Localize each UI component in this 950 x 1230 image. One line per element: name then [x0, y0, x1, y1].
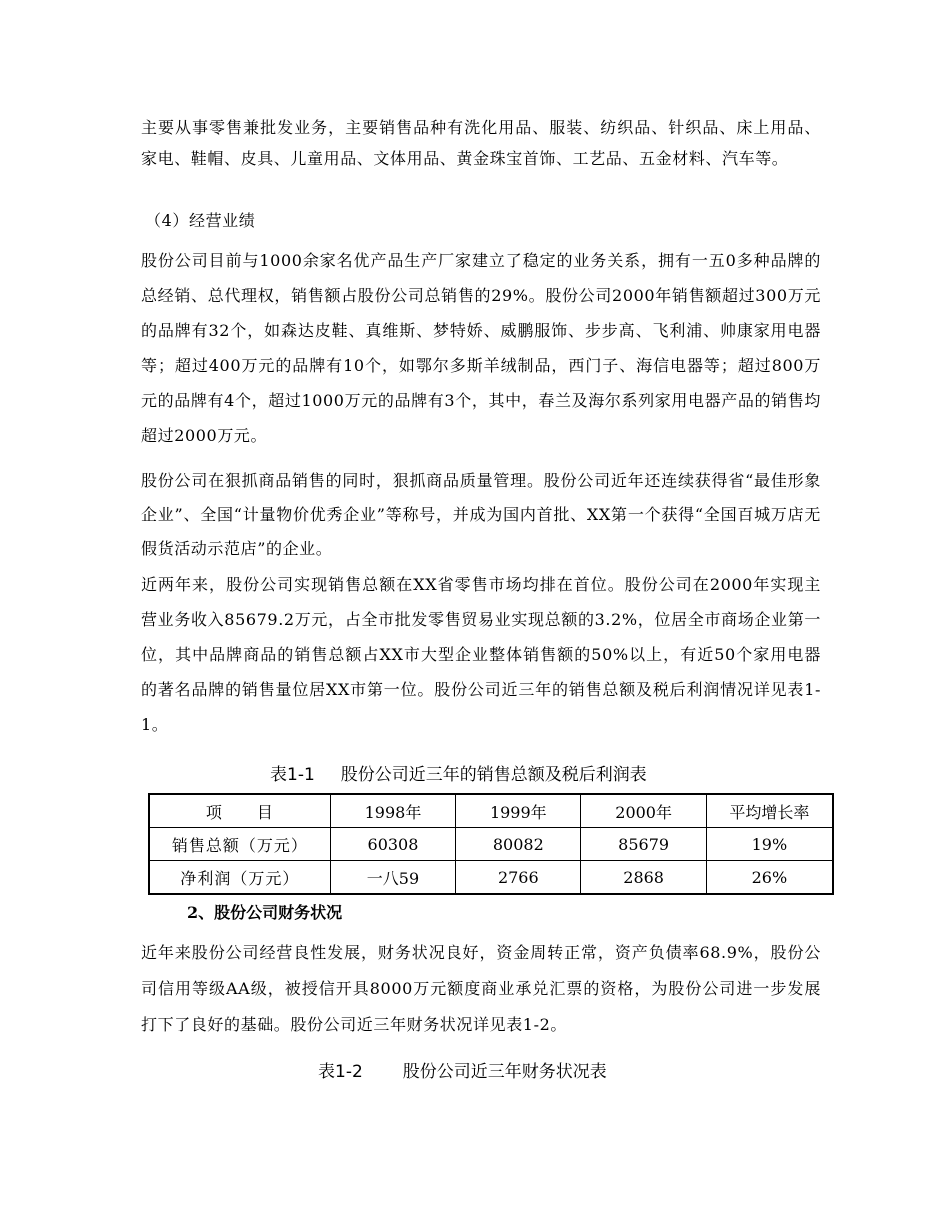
table-header-row	[149, 794, 833, 828]
table-cell: 26%	[706, 861, 833, 895]
quality-management-paragraph: 股份公司在狠抓商品销售的同时，狠抓商品质量管理。股份公司近年还连续获得省“最佳形象企业”、全国“计量物价优秀企业”等称号，并成为国内首批、XX第一个获得“全国百城万店无假货活动示范店”的企业。	[141, 471, 821, 558]
table-1-1-number: 表1-1	[270, 765, 315, 785]
row-label-net-profit: 净利润（万元）	[149, 861, 330, 895]
table-1-2-number: 表1-2	[318, 1062, 363, 1082]
sales-profit-table	[148, 793, 834, 895]
table-row	[149, 861, 833, 895]
table-1-2-caption	[318, 1057, 607, 1082]
table-cell: 80082	[456, 828, 581, 861]
table-1-2-title: 股份公司近三年财务状况表	[402, 1062, 607, 1082]
table-row	[149, 828, 833, 861]
business-scope-paragraph: 主要从事零售兼批发业务，主要销售品种有洗化用品、服装、纺织品、针织品、床上用品、家电、鞋帽、皮具、儿童用品、文体用品、黄金珠宝首饰、工艺品、五金材料、汽车等。	[141, 118, 821, 168]
header-cell-2000: 2000年	[581, 794, 706, 828]
table-cell: 19%	[706, 828, 833, 861]
table-cell: 一八59	[330, 861, 455, 895]
table-1-1-title: 股份公司近三年的销售总额及税后利润表	[340, 765, 647, 785]
table-1-1-caption	[270, 760, 647, 785]
performance-heading: （4）经营业绩	[145, 211, 256, 230]
section-2-heading: 2、股份公司财务状况	[187, 903, 343, 922]
table-cell: 2766	[456, 861, 581, 895]
table-cell: 85679	[581, 828, 706, 861]
table-cell: 60308	[330, 828, 455, 861]
table-cell: 2868	[581, 861, 706, 895]
header-cell-growth: 平均增长率	[706, 794, 833, 828]
header-cell-item: 项 目	[149, 794, 330, 828]
row-label-sales: 销售总额（万元）	[149, 828, 330, 861]
header-cell-1998: 1998年	[330, 794, 455, 828]
sales-ranking-paragraph: 近两年来，股份公司实现销售总额在XX省零售市场均排在首位。股份公司在2000年实现主营业务收入85679.2万元，占全市批发零售贸易业实现总额的3.2%，位居全市商场企业第一位，其中品牌商品的销售总额占XX市大型企业整体销售额的50%以上，有近50个家用电器的著名品牌的销售量位居XX市第一位。股份公司近三年的销售总额及税后利润情况详见表1-1。	[141, 575, 821, 734]
header-cell-1999: 1999年	[456, 794, 581, 828]
financial-status-paragraph: 近年来股份公司经营良性发展，财务状况良好，资金周转正常，资产负债率68.9%，股份公司信用等级AA级，被授信开具8000万元额度商业承兑汇票的资格，为股份公司进一步发展打下了良好的基础。股份公司近三年财务状况详见表1-2。	[141, 943, 821, 1034]
brand-partners-paragraph: 股份公司目前与1000余家名优产品生产厂家建立了稳定的业务关系，拥有一五0多种品牌的总经销、总代理权，销售额占股份公司总销售的29%。股份公司2000年销售额超过300万元的品牌有32个，如森达皮鞋、真维斯、梦特娇、威鹏服饰、步步高、飞利浦、帅康家用电器等；超过400万元的品牌有10个，如鄂尔多斯羊绒制品，西门子、海信电器等；超过800万元的品牌有4个，超过1000万元的品牌有3个，其中，春兰及海尔系列家用电器产品的销售均超过2000万元。	[141, 251, 821, 445]
